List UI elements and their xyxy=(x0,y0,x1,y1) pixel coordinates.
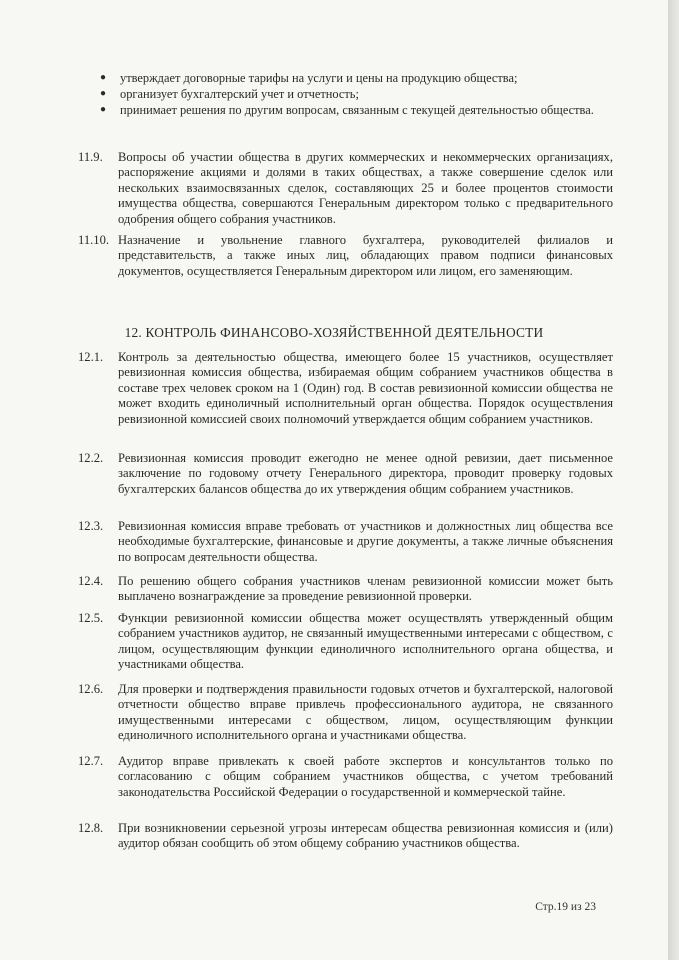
bullet-dot-icon: ● xyxy=(100,104,107,115)
clause-12-4: 12.4. По решению общего собрания участников членам ревизионной комиссии может быть выплачено вознаграждение за проведение ревизионной проверки. xyxy=(78,574,613,604)
clause-12-7: 12.7. Аудитор вправе привлекать к своей работе экспертов и консультантов только по согласованию с общим собранием участников общества, с учетом требований законодательства Российской Федерации о государственной и коммерческой тайне. xyxy=(78,754,613,799)
section-title: 12. КОНТРОЛЬ ФИНАНСОВО-ХОЗЯЙСТВЕННОЙ ДЕЯТЕЛЬНОСТИ xyxy=(124,325,544,340)
bullet-item: ● организует бухгалтерский учет и отчетность; xyxy=(100,87,359,101)
page-number: Стр.19 из 23 xyxy=(535,901,596,913)
bullet-item: ● принимает решения по другим вопросам, связанным с текущей деятельностью общества. xyxy=(100,103,594,117)
clause-11-9: 11.9. Вопросы об участии общества в других коммерческих и некоммерческих организациях, распоряжение акциями и долями в таких обществах, а также совершение сделок или нескольких взаимосвязанных сделок, составляющих 25 и более процентов стоимости имущества общества, совершаются Генеральным директором только с предварительного одобрения общего собрания участников. xyxy=(78,150,613,226)
clause-12-3: 12.3. Ревизионная комиссия вправе требовать от участников и должностных лиц общества все необходимые бухгалтерские, финансовые и другие документы, а также личные объяснения по вопросам деятельности общества. xyxy=(78,519,613,564)
page-edge xyxy=(668,0,679,960)
clause-12-2: 12.2. Ревизионная комиссия проводит ежегодно не менее одной ревизии, дает письменное заключение по годовому отчету Генерального директора, проводит проверку годовых бухгалтерских балансов общества до их утверждения общим собранием участников. xyxy=(78,451,613,496)
bullet-dot-icon: ● xyxy=(100,88,107,99)
bullet-item: ● утверждает договорные тарифы на услуги и цены на продукцию общества; xyxy=(100,71,518,85)
clause-12-5: 12.5. Функции ревизионной комиссии общества может осуществлять утвержденный общим собранием участников аудитор, не связанный имущественными интересами с обществом, с лицом, осуществляющим функции единоличного исполнительного органа общества, и участниками общества. xyxy=(78,611,613,672)
clause-11-10: 11.10. Назначение и увольнение главного бухгалтера, руководителей филиалов и представительств, а также иных лиц, обладающих правом подписи финансовых документов, осуществляется Генеральным директором или лицом, его заменяющим. xyxy=(78,233,613,278)
bullet-dot-icon: ● xyxy=(100,72,107,83)
bullet-list xyxy=(100,70,610,118)
clause-12-6: 12.6. Для проверки и подтверждения правильности годовых отчетов и бухгалтерской, налоговой отчетности общество вправе привлечь профессионального аудитора, не связанного имущественными интересами с обществом, лицом, осуществляющим функции единоличного исполнительного органа и участниками общества. xyxy=(78,682,613,743)
clause-12-8: 12.8. При возникновении серьезной угрозы интересам общества ревизионная комиссия и (или) аудитор обязан сообщить об этом общему собранию участников общества. xyxy=(78,821,613,851)
clause-12-1: 12.1. Контроль за деятельностью общества, имеющего более 15 участников, осуществляет ревизионная комиссия общества, избираемая общим собранием участников общества в составе трех человек сроком на 1 (Один) год. В состав ревизионной комиссии общества не может входить единоличный исполнительный орган общества. Порядок осуществления ревизионной комиссией своих полномочий утверждается общим собранием участников. xyxy=(78,350,613,426)
